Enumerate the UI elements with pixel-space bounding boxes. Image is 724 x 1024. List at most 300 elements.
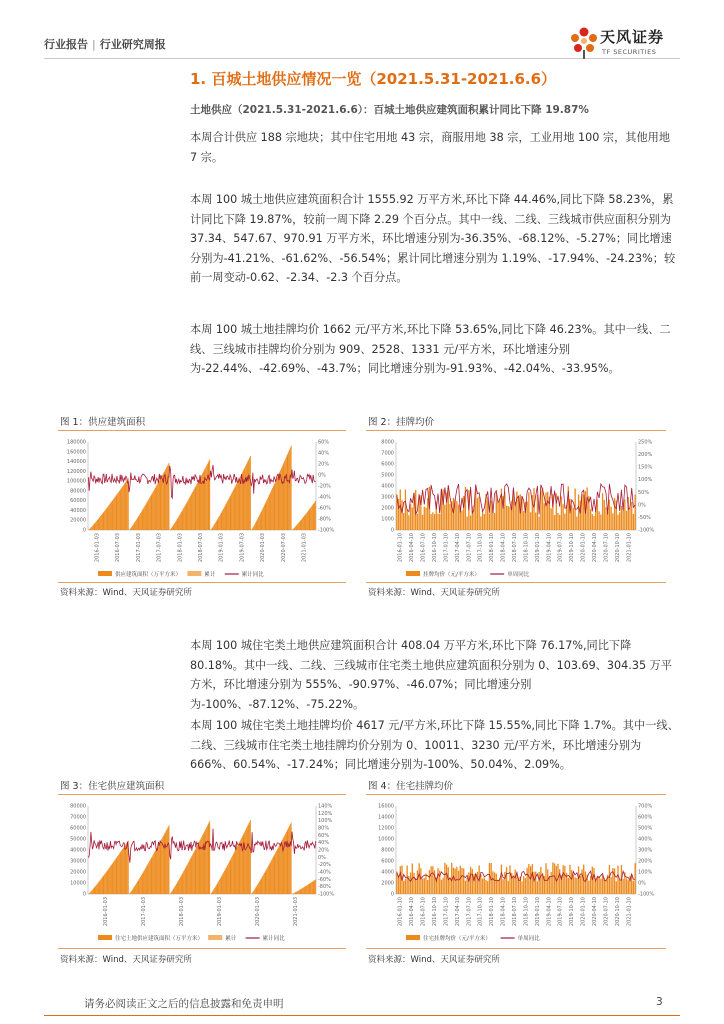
price-bar bbox=[595, 881, 596, 894]
cumulative-bar bbox=[95, 523, 96, 530]
price-bar bbox=[569, 865, 570, 894]
cumulative-bar bbox=[305, 515, 306, 530]
cumulative-bar bbox=[94, 888, 95, 894]
y-right-tick-label: -60% bbox=[318, 505, 331, 512]
cumulative-bar bbox=[237, 482, 238, 530]
price-bar bbox=[466, 517, 467, 530]
price-bar bbox=[470, 515, 471, 530]
price-bar bbox=[538, 872, 539, 894]
y-left-tick-label: 2000 bbox=[381, 880, 394, 887]
cumulative-bar bbox=[298, 523, 299, 530]
price-bar bbox=[571, 870, 572, 894]
cumulative-bar bbox=[274, 484, 275, 530]
cumulative-bar bbox=[132, 890, 133, 894]
cumulative-bar bbox=[198, 481, 199, 530]
cumulative-bar bbox=[231, 859, 232, 894]
cumulative-bar bbox=[146, 504, 147, 530]
cumulative-bar bbox=[153, 854, 154, 894]
cumulative-bar bbox=[254, 525, 255, 530]
cumulative-bar bbox=[302, 518, 303, 530]
cumulative-bar bbox=[217, 519, 218, 530]
price-bar bbox=[461, 511, 462, 530]
cumulative-bar bbox=[231, 495, 232, 530]
price-bar bbox=[626, 878, 627, 894]
x-tick-label: 2021-01-03 bbox=[301, 533, 308, 563]
cumulative-bar bbox=[244, 469, 245, 530]
cumulative-bar bbox=[266, 500, 267, 530]
y-left-tick-label: 120000 bbox=[66, 468, 86, 475]
price-bar bbox=[473, 874, 474, 894]
cumulative-bar bbox=[170, 529, 171, 530]
price-bar bbox=[489, 514, 490, 530]
cumulative-bar bbox=[196, 484, 197, 530]
cumulative-bar bbox=[226, 868, 227, 894]
price-bar bbox=[448, 488, 449, 530]
cumulative-bar bbox=[255, 888, 256, 894]
cumulative-bar bbox=[194, 489, 195, 530]
price-bar bbox=[552, 862, 553, 894]
x-tick-label: 2018-01-10 bbox=[489, 533, 496, 563]
price-bar bbox=[568, 878, 569, 894]
y-right-tick-label: 200% bbox=[638, 858, 653, 865]
price-bar bbox=[415, 878, 416, 894]
cumulative-bar bbox=[97, 884, 98, 894]
cumulative-bar bbox=[299, 522, 300, 530]
cumulative-bar bbox=[114, 498, 115, 530]
cumulative-bar bbox=[92, 890, 93, 894]
cumulative-bar bbox=[262, 509, 263, 530]
price-bar bbox=[590, 509, 591, 530]
x-tick-label: 2020-01-10 bbox=[580, 897, 587, 927]
cumulative-bar bbox=[276, 851, 277, 894]
cumulative-bar bbox=[296, 891, 297, 894]
price-bar bbox=[439, 514, 440, 530]
cumulative-bar bbox=[315, 879, 316, 894]
cumulative-bar bbox=[156, 485, 157, 530]
y-left-tick-label: 6000 bbox=[381, 858, 394, 865]
cumulative-bar bbox=[257, 520, 258, 530]
price-bar bbox=[456, 867, 457, 894]
y-left-tick-label: 4000 bbox=[381, 869, 394, 876]
cumulative-bar bbox=[218, 517, 219, 530]
cumulative-bar bbox=[133, 525, 134, 530]
y-right-tick-label: 0% bbox=[318, 472, 326, 479]
price-bar bbox=[542, 488, 543, 530]
cumulative-bar bbox=[183, 871, 184, 894]
cumulative-bar bbox=[127, 480, 128, 530]
price-bar bbox=[609, 500, 610, 530]
cumulative-bar bbox=[174, 887, 175, 894]
cumulative-bar bbox=[91, 891, 92, 894]
figure-4-top-rule bbox=[366, 794, 666, 795]
cumulative-bar bbox=[114, 861, 115, 894]
price-bar bbox=[506, 506, 507, 530]
cumulative-bar bbox=[248, 459, 249, 530]
y-left-tick-label: 0 bbox=[82, 527, 86, 534]
cumulative-bar bbox=[278, 475, 279, 530]
cumulative-bar bbox=[161, 839, 162, 894]
price-bar bbox=[497, 503, 498, 530]
price-bar bbox=[557, 513, 558, 530]
cumulative-bar bbox=[130, 528, 131, 530]
cumulative-bar bbox=[224, 507, 225, 530]
cumulative-bar bbox=[98, 883, 99, 894]
price-bar bbox=[533, 872, 534, 894]
price-bar bbox=[442, 878, 443, 894]
cumulative-bar bbox=[193, 490, 194, 530]
cumulative-bar bbox=[277, 849, 278, 894]
cumulative-bar bbox=[206, 466, 207, 530]
cumulative-bar bbox=[136, 520, 137, 530]
cumulative-bar bbox=[141, 875, 142, 894]
price-bar bbox=[449, 504, 450, 530]
price-bar bbox=[458, 505, 459, 530]
y-right-tick-label: 250% bbox=[638, 439, 653, 446]
cumulative-bar bbox=[144, 506, 145, 530]
cumulative-bar bbox=[103, 875, 104, 894]
cumulative-bar bbox=[225, 869, 226, 894]
y-left-tick-label: 14000 bbox=[378, 814, 394, 821]
price-bar bbox=[456, 501, 457, 530]
y-right-tick-label: 40% bbox=[318, 840, 330, 847]
cumulative-bar bbox=[312, 882, 313, 894]
cumulative-bar bbox=[300, 890, 301, 894]
price-bar bbox=[484, 514, 485, 530]
cumulative-bar bbox=[157, 846, 158, 894]
y-left-tick-label: 40000 bbox=[70, 507, 86, 514]
cumulative-bar bbox=[179, 515, 180, 530]
cumulative-bar bbox=[256, 522, 257, 530]
cumulative-bar bbox=[130, 893, 131, 894]
cumulative-bar bbox=[143, 508, 144, 530]
cumulative-bar bbox=[215, 887, 216, 894]
price-bar bbox=[576, 517, 577, 530]
cumulative-bar bbox=[138, 881, 139, 894]
x-tick-label: 2019-01-10 bbox=[534, 533, 541, 563]
price-bar bbox=[504, 492, 505, 530]
price-bar bbox=[496, 874, 497, 894]
price-bar bbox=[424, 878, 425, 894]
price-bar bbox=[605, 880, 606, 894]
legend-swatch-bar bbox=[208, 935, 222, 940]
price-bar bbox=[432, 512, 433, 530]
y-right-tick-label: 60% bbox=[318, 439, 330, 446]
price-bar bbox=[482, 879, 483, 894]
cumulative-bar bbox=[199, 480, 200, 530]
cumulative-bar bbox=[176, 884, 177, 894]
y-right-tick-label: -100% bbox=[638, 527, 655, 534]
cumulative-bar bbox=[172, 891, 173, 894]
x-tick-label: 2018-10-10 bbox=[523, 897, 530, 927]
cumulative-bar bbox=[109, 504, 110, 530]
price-bar bbox=[581, 869, 582, 894]
cumulative-bar bbox=[125, 844, 126, 894]
cumulative-bar bbox=[295, 527, 296, 530]
cumulative-bar bbox=[104, 511, 105, 530]
cumulative-bar bbox=[115, 497, 116, 530]
cumulative-bar bbox=[301, 889, 302, 894]
cumulative-bar bbox=[135, 885, 136, 894]
cumulative-bar bbox=[263, 875, 264, 894]
cumulative-bar bbox=[124, 484, 125, 530]
cumulative-bar bbox=[183, 508, 184, 530]
x-tick-label: 2017-04-10 bbox=[454, 897, 461, 927]
price-bar bbox=[532, 864, 533, 894]
price-bar bbox=[465, 881, 466, 894]
cumulative-bar bbox=[154, 489, 155, 530]
cumulative-bar bbox=[196, 847, 197, 894]
price-bar bbox=[430, 866, 431, 894]
price-bar bbox=[434, 514, 435, 530]
cumulative-bar bbox=[185, 505, 186, 530]
cumulative-bar bbox=[143, 871, 144, 894]
cumulative-bar bbox=[132, 526, 133, 530]
cumulative-bar bbox=[228, 499, 229, 530]
price-bar bbox=[403, 513, 404, 530]
cumulative-bar bbox=[287, 831, 288, 894]
price-bar bbox=[573, 508, 574, 530]
price-bar bbox=[604, 500, 605, 530]
legend-swatch-bar bbox=[406, 935, 420, 940]
cumulative-bar bbox=[276, 479, 277, 530]
price-bar bbox=[576, 878, 577, 894]
cumulative-bar bbox=[214, 888, 215, 894]
cumulative-bar bbox=[90, 528, 91, 530]
cumulative-bar bbox=[147, 865, 148, 894]
legend-label: 单周同比 bbox=[507, 572, 530, 578]
cumulative-bar bbox=[235, 487, 236, 530]
cumulative-bar bbox=[169, 825, 170, 894]
cumulative-bar bbox=[257, 886, 258, 894]
cumulative-bar bbox=[301, 889, 302, 894]
cumulative-bar bbox=[138, 516, 139, 530]
cumulative-bar bbox=[181, 512, 182, 530]
cumulative-bar bbox=[233, 490, 234, 530]
x-tick-label: 2017-01-03 bbox=[141, 897, 147, 927]
cumulative-bar bbox=[273, 486, 274, 530]
cumulative-bar bbox=[257, 884, 258, 894]
cumulative-bar bbox=[121, 850, 122, 894]
cumulative-bar bbox=[289, 449, 290, 530]
figure-3-top-rule bbox=[58, 794, 346, 795]
legend-label: 累计同比 bbox=[262, 936, 285, 942]
cumulative-bar bbox=[111, 865, 112, 894]
cumulative-bar bbox=[112, 501, 113, 530]
cumulative-bar bbox=[202, 835, 203, 894]
cumulative-bar bbox=[112, 500, 113, 530]
legend-label: 累计 bbox=[225, 936, 237, 942]
cumulative-bar bbox=[225, 505, 226, 530]
cumulative-bar bbox=[105, 873, 106, 894]
x-tick-label: 2020-04-10 bbox=[592, 533, 598, 563]
legend-label: 住宅挂牌均价（元/平方米） bbox=[423, 936, 491, 942]
price-bar bbox=[496, 493, 497, 530]
price-bar bbox=[598, 876, 599, 894]
price-bar bbox=[446, 865, 447, 894]
y-right-tick-label: 0% bbox=[318, 854, 326, 861]
price-bar bbox=[533, 488, 534, 530]
cumulative-bar bbox=[298, 890, 299, 894]
price-bar bbox=[633, 514, 634, 530]
cumulative-bar bbox=[138, 879, 139, 894]
cumulative-bar bbox=[178, 518, 179, 530]
cumulative-bar bbox=[213, 889, 214, 894]
cumulative-bar bbox=[103, 876, 104, 894]
legend-swatch-bar bbox=[187, 571, 201, 576]
header-separator: | bbox=[92, 38, 96, 51]
cumulative-bar bbox=[264, 873, 265, 894]
f1-svg bbox=[58, 434, 346, 582]
cumulative-bar bbox=[303, 887, 304, 894]
price-bar bbox=[410, 873, 411, 894]
x-tick-label: 2017-01-10 bbox=[443, 897, 450, 927]
price-bar bbox=[574, 877, 575, 894]
price-bar bbox=[622, 879, 623, 894]
cumulative-bar bbox=[206, 827, 207, 894]
figure-2-top-rule bbox=[366, 430, 666, 431]
cumulative-bar bbox=[222, 875, 223, 894]
cumulative-bar bbox=[99, 518, 100, 530]
cumulative-bar bbox=[101, 515, 102, 530]
price-bar bbox=[580, 876, 581, 894]
price-bar bbox=[408, 515, 409, 530]
cumulative-bar bbox=[99, 881, 100, 894]
cumulative-bar bbox=[274, 855, 275, 894]
y-right-tick-label: 120% bbox=[318, 810, 333, 817]
cumulative-bar bbox=[102, 514, 103, 530]
y-right-tick-label: 140% bbox=[318, 803, 333, 810]
cumulative-bar bbox=[303, 517, 304, 530]
cumulative-bar bbox=[187, 501, 188, 530]
y-right-tick-label: -100% bbox=[318, 527, 335, 534]
price-bar bbox=[573, 874, 574, 894]
price-bar bbox=[578, 494, 579, 530]
cumulative-bar bbox=[117, 857, 118, 894]
cumulative-bar bbox=[256, 887, 257, 894]
price-bar bbox=[631, 875, 632, 894]
yoy-series-line bbox=[397, 484, 635, 515]
cumulative-bar bbox=[198, 843, 199, 894]
y-left-tick-label: 2000 bbox=[381, 505, 394, 512]
price-bar bbox=[614, 498, 615, 530]
cumulative-bar bbox=[309, 510, 310, 530]
cumulative-bar bbox=[220, 878, 221, 894]
cumulative-bar bbox=[229, 862, 230, 894]
price-bar bbox=[497, 880, 498, 894]
cumulative-bar bbox=[304, 887, 305, 894]
cumulative-bar bbox=[142, 510, 143, 530]
cumulative-bar bbox=[216, 521, 217, 530]
cumulative-bar bbox=[130, 529, 131, 530]
price-bar bbox=[526, 502, 527, 530]
price-bar bbox=[441, 880, 442, 894]
cumulative-bar bbox=[261, 512, 262, 530]
cumulative-bar bbox=[120, 490, 121, 530]
cumulative-bar bbox=[252, 527, 253, 530]
y-left-tick-label: 80000 bbox=[70, 488, 86, 495]
cumulative-bar bbox=[283, 463, 284, 530]
price-bar bbox=[449, 878, 450, 894]
price-bar bbox=[528, 492, 529, 530]
cumulative-bar bbox=[93, 889, 94, 894]
cumulative-bar bbox=[222, 874, 223, 894]
cumulative-bar bbox=[209, 822, 210, 894]
price-bar bbox=[535, 872, 536, 894]
price-bar bbox=[545, 863, 546, 894]
cumulative-bar bbox=[205, 467, 206, 530]
cumulative-bar bbox=[131, 891, 132, 894]
price-bar bbox=[550, 508, 551, 530]
price-bar bbox=[523, 511, 524, 530]
price-bar bbox=[516, 874, 517, 894]
cumulative-bar bbox=[296, 892, 297, 894]
cumulative-bar bbox=[195, 850, 196, 894]
figure-1-source: 资料来源：Wind、天风证券研究所 bbox=[60, 588, 192, 598]
x-tick-label: 2020-07-10 bbox=[603, 897, 610, 927]
cumulative-bar bbox=[314, 502, 315, 530]
price-bar bbox=[514, 502, 515, 530]
x-tick-label: 2018-07-10 bbox=[512, 897, 518, 927]
price-bar bbox=[432, 866, 433, 894]
price-bar bbox=[509, 865, 510, 894]
y-left-tick-label: 10000 bbox=[70, 880, 86, 887]
cumulative-bar bbox=[307, 885, 308, 894]
cumulative-bar bbox=[145, 868, 146, 894]
cumulative-bar bbox=[279, 845, 280, 894]
legend-swatch-bar bbox=[98, 935, 112, 940]
cumulative-bar bbox=[272, 488, 273, 530]
price-bar bbox=[600, 879, 601, 894]
price-bar bbox=[468, 872, 469, 894]
cumulative-bar bbox=[266, 869, 267, 894]
f2-svg bbox=[366, 434, 666, 582]
cumulative-bar bbox=[107, 508, 108, 530]
cumulative-bar bbox=[134, 886, 135, 894]
price-bar bbox=[490, 501, 491, 530]
price-bar bbox=[562, 865, 563, 894]
price-bar bbox=[418, 863, 419, 894]
cumulative-bar bbox=[312, 505, 313, 530]
cumulative-bar bbox=[214, 524, 215, 530]
cumulative-bar bbox=[124, 847, 125, 894]
y-right-tick-label: 50% bbox=[638, 489, 650, 496]
cumulative-bar bbox=[281, 842, 282, 894]
cumulative-bar bbox=[178, 880, 179, 894]
y-right-tick-label: -50% bbox=[638, 514, 651, 521]
y-left-tick-label: 6000 bbox=[381, 461, 394, 468]
cumulative-bar bbox=[95, 522, 96, 530]
cumulative-bar bbox=[121, 851, 122, 894]
price-bar bbox=[631, 502, 632, 530]
price-bar bbox=[586, 487, 587, 530]
price-bar bbox=[559, 515, 560, 530]
figure-4-title: 图 4：住宅挂牌均价 bbox=[368, 781, 454, 792]
cumulative-bar bbox=[248, 825, 249, 894]
y-left-tick-label: 140000 bbox=[66, 459, 86, 466]
legend-swatch-bar bbox=[406, 571, 420, 576]
cumulative-bar bbox=[307, 512, 308, 530]
price-bar bbox=[417, 514, 418, 530]
price-bar bbox=[508, 506, 509, 530]
cumulative-bar bbox=[226, 502, 227, 530]
cumulative-bar bbox=[140, 513, 141, 530]
cumulative-bar bbox=[126, 843, 127, 894]
cumulative-bar bbox=[257, 519, 258, 530]
cumulative-bar bbox=[290, 824, 291, 894]
cumulative-bar bbox=[275, 852, 276, 894]
cumulative-bar bbox=[96, 885, 97, 894]
cumulative-bar bbox=[313, 504, 314, 530]
